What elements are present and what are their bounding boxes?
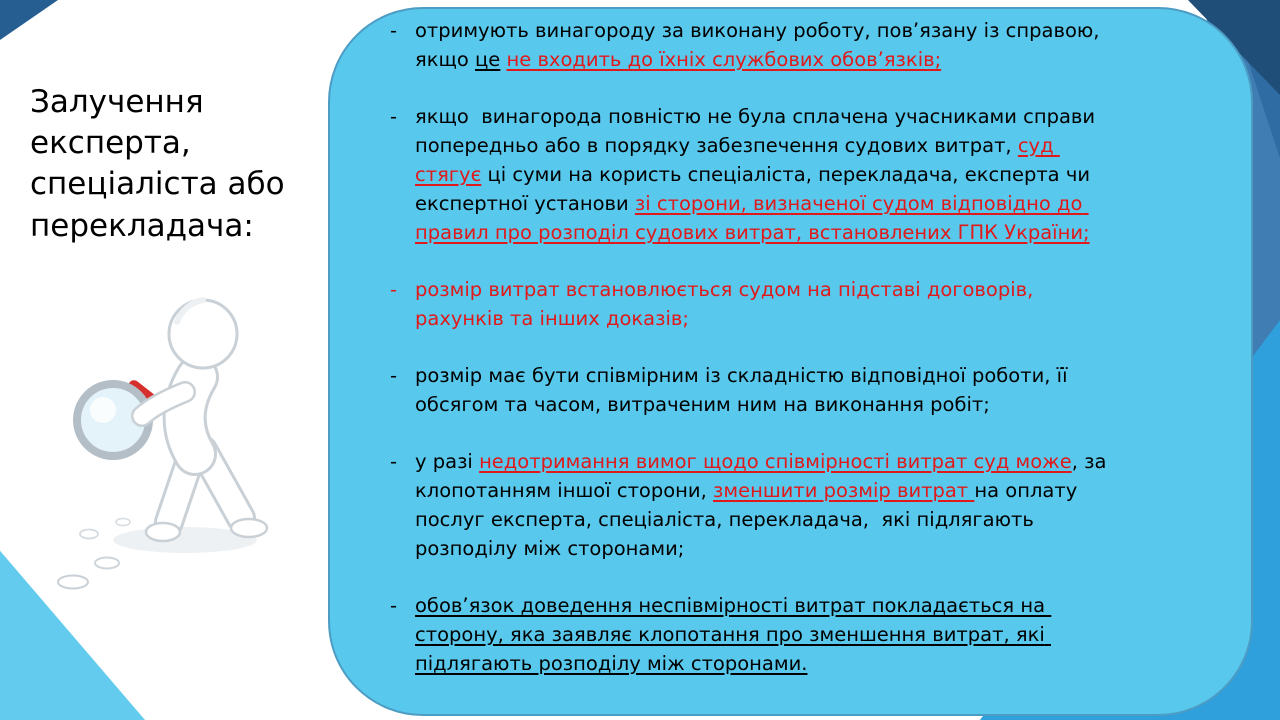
bullet-dash: -: [390, 19, 398, 42]
bullet-text: у разі недотримання вимог щодо співмірності витрат суд може, за клопотанням іншої сторони, зменшити розмір витрат на оплату послуг експерта, спеціаліста, перекладача, які підлягають розподілу між сторонами;: [415, 450, 1113, 560]
person-with-magnifier-illustration: [45, 282, 285, 607]
bullet-dash: -: [390, 278, 398, 301]
bullet-list: [384, 16, 1126, 678]
list-item: [384, 447, 1126, 563]
bullet-dash: -: [390, 450, 398, 473]
bullet-dash: -: [390, 364, 398, 387]
bullet-text: розмір витрат встановлюється судом на підставі договорів, рахунків та інших доказів;: [415, 278, 1040, 330]
corner-triangle-top-left: [0, 0, 58, 40]
list-item: [384, 102, 1126, 247]
list-item: [384, 591, 1126, 678]
list-item: [384, 16, 1126, 74]
page-title: Залучення експерта, спеціаліста або перекладача:: [30, 84, 285, 244]
bullet-text: розмір має бути співмірним із складністю відповідної роботи, її обсягом та часом, витраченим ним на виконання робіт;: [415, 364, 1074, 416]
bullet-dash: -: [390, 105, 398, 128]
bullet-dash: -: [390, 594, 398, 617]
bullet-text: отримують винагороду за виконану роботу, пов’язану із справою, якщо це не входить до їхніх службових обов’язків;: [415, 19, 1106, 71]
list-item: [384, 361, 1126, 419]
magnifier-figure-icon: [45, 282, 285, 607]
list-item: [384, 275, 1126, 333]
bullet-text: обов’язок доведення неспівмірності витрат покладається на сторону, яка заявляє клопотання про зменшення витрат, які підлягають розподілу між сторонами.: [415, 594, 1052, 675]
bullet-text: якщо винагорода повністю не була сплачена учасниками справи попередньо або в порядку забезпечення судових витрат, суд стягує ці суми на користь спеціаліста, перекладача, експерта чи експертної установи зі сторони, визначеної судом відповідно до правил про розподіл судових витрат, встановлених ГПК України;: [415, 105, 1102, 244]
